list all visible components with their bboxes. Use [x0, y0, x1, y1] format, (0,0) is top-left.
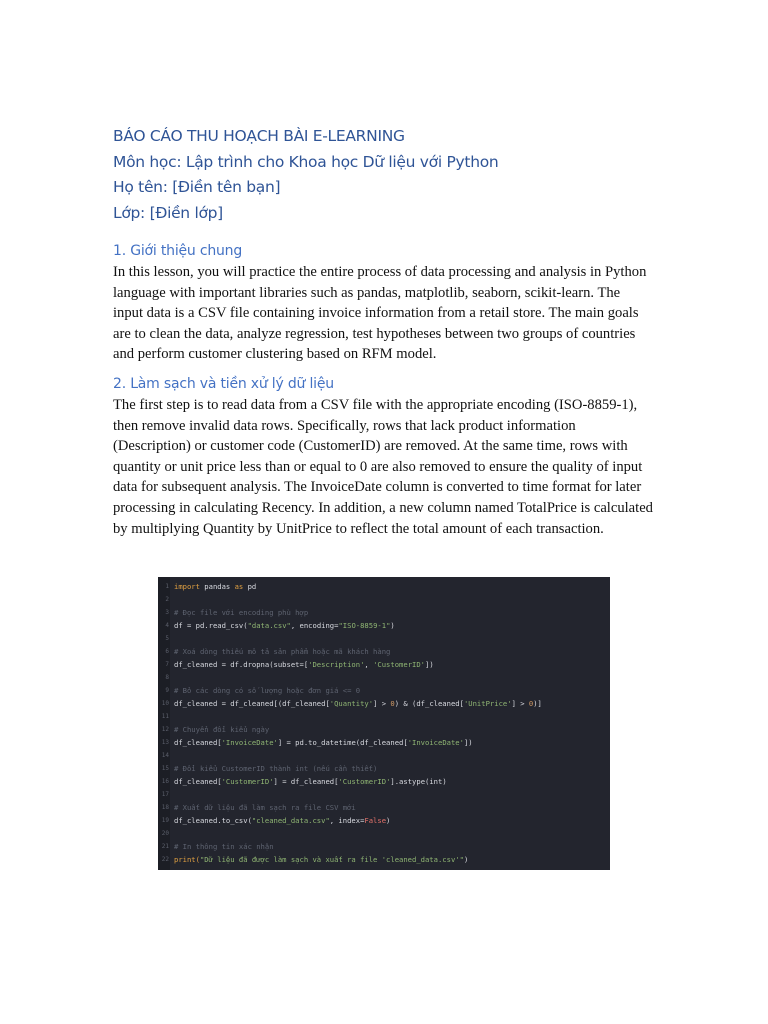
code-keyword: False — [364, 816, 387, 825]
code-line — [174, 580, 256, 593]
code-text: ) — [463, 855, 469, 864]
line-number: 14 — [161, 752, 169, 759]
line-number: 1 — [165, 583, 169, 590]
code-string: 'InvoiceDate' — [407, 738, 464, 747]
code-text: ] = df_cleaned[ — [273, 777, 339, 786]
code-text: ]) — [425, 660, 434, 669]
code-comment: # Xoá dòng thiếu mô tả sản phẩm hoặc mã khách hàng — [174, 647, 391, 656]
line-number: 8 — [165, 674, 169, 681]
code-string: 'CustomerID' — [338, 777, 391, 786]
code-text: ] = pd.to_datetime(df_cleaned[ — [277, 738, 408, 747]
line-number: 5 — [165, 635, 169, 642]
code-line — [174, 619, 395, 632]
code-string: 'CustomerID' — [373, 660, 426, 669]
code-line — [174, 736, 473, 749]
code-comment: # Xuất dữ liệu đã làm sạch ra file CSV mới — [174, 803, 356, 812]
line-number: 9 — [165, 687, 169, 694]
code-line — [174, 697, 542, 710]
code-text: , encoding= — [290, 621, 339, 630]
code-text: , index= — [329, 816, 365, 825]
student-name: Họ tên: [Điền tên bạn] — [113, 178, 281, 196]
line-number: 11 — [161, 713, 169, 720]
code-text: df_cleaned = df_cleaned[(df_cleaned[ — [174, 699, 330, 708]
code-text: ]) — [463, 738, 473, 747]
code-string: "data.csv" — [247, 621, 291, 630]
code-comment: # Bỏ các dòng có số lượng hoặc đơn giá <= 0 — [174, 686, 361, 695]
code-comment: # Đọc file với encoding phù hợp — [174, 608, 309, 617]
line-number: 7 — [165, 661, 169, 668]
line-number: 21 — [161, 843, 169, 850]
section-heading-intro: 1. Giới thiệu chung — [113, 243, 243, 259]
code-screenshot — [158, 577, 610, 870]
line-number: 22 — [161, 856, 169, 863]
code-text: df_cleaned.to_csv( — [174, 816, 252, 825]
class-name: Lớp: [Điền lớp] — [113, 203, 223, 222]
code-comment: # Đổi kiểu CustomerID thành int (nếu cần thiết) — [174, 764, 378, 773]
line-number: 6 — [165, 648, 169, 655]
code-text: , — [364, 660, 374, 669]
section-heading-cleaning: 2. Làm sạch và tiền xử lý dữ liệu — [113, 375, 334, 392]
line-number: 20 — [161, 830, 169, 837]
code-keyword: as — [234, 582, 244, 591]
report-title: BÁO CÁO THU HOẠCH BÀI E-LEARNING — [113, 127, 405, 145]
code-string: "cleaned_data.csv" — [251, 816, 330, 825]
code-text: df_cleaned[ — [174, 777, 222, 786]
code-text: ] > — [373, 699, 391, 708]
code-text: pd — [243, 582, 257, 591]
code-string: 'CustomerID' — [221, 777, 274, 786]
code-string: 'Quantity' — [329, 699, 374, 708]
code-string: 'Description' — [308, 660, 365, 669]
code-text: df = pd.read_csv( — [174, 621, 248, 630]
code-string: "ISO-8859-1" — [338, 621, 391, 630]
code-gutter — [158, 577, 170, 870]
code-line — [174, 775, 447, 788]
line-number: 3 — [165, 609, 169, 616]
code-text: ) — [390, 621, 395, 630]
line-number: 13 — [161, 739, 169, 746]
code-number: 0 — [390, 699, 395, 708]
line-number: 15 — [161, 765, 169, 772]
code-line — [174, 814, 390, 827]
line-number: 10 — [161, 700, 169, 707]
line-number: 2 — [165, 596, 169, 603]
line-number: 19 — [161, 817, 169, 824]
code-number: 0 — [528, 699, 534, 708]
section-body-cleaning: The first step is to read data from a CSV file with the appropriate encoding (ISO-8859-1), then remove invalid data rows. Specifically, rows that lack product information (Description) or customer code (CustomerID) are removed. At the same time, rows with quantity or unit price less than or equal to 0 are also removed to ensure the quality of input data for subsequent analysis. The InvoiceDate column is converted to time format for later processing in calculating Recency. In addition, a new column named TotalPrice is calculated by multiplying Quantity by UnitPrice to reflect the total amount of each transaction. — [113, 396, 653, 537]
code-function: print( — [174, 855, 200, 864]
line-number: 16 — [161, 778, 169, 785]
code-text: ].astype(int) — [390, 777, 447, 786]
code-line — [174, 853, 468, 866]
code-string: "Dữ liệu đã được làm sạch và xuất ra file 'cleaned_data.csv'" — [199, 855, 464, 864]
document-page — [113, 124, 653, 539]
code-text: df_cleaned[ — [174, 738, 222, 747]
line-number: 18 — [161, 804, 169, 811]
course-name: Môn học: Lập trình cho Khoa học Dữ liệu với Python — [113, 152, 499, 171]
code-string: 'InvoiceDate' — [221, 738, 278, 747]
code-text: )] — [533, 699, 542, 708]
code-text: df_cleaned = df.dropna(subset=[ — [174, 660, 309, 669]
code-comment: # In thông tin xác nhận — [174, 842, 274, 851]
code-comment: # Chuyển đổi kiểu ngày — [174, 725, 270, 734]
code-keyword: import — [174, 582, 200, 591]
line-number: 12 — [161, 726, 169, 733]
code-text: ] > — [511, 699, 529, 708]
code-text: pandas — [199, 582, 235, 591]
line-number: 4 — [165, 622, 169, 629]
code-text: ) & (df_cleaned[ — [394, 699, 464, 708]
code-string: 'UnitPrice' — [463, 699, 512, 708]
line-number: 17 — [161, 791, 169, 798]
section-body-intro: In this lesson, you will practice the entire process of data processing and analysis in Python language with important libraries such as pandas, matplotlib, seaborn, scikit-learn. The input data is a CSV file containing invoice information from a retail store. The main goals are to clean the data, analyze regression, test hypotheses between two groups of countries and perform customer clustering based on RFM model. — [113, 264, 647, 363]
code-line — [174, 658, 434, 671]
code-text: ) — [386, 816, 391, 825]
